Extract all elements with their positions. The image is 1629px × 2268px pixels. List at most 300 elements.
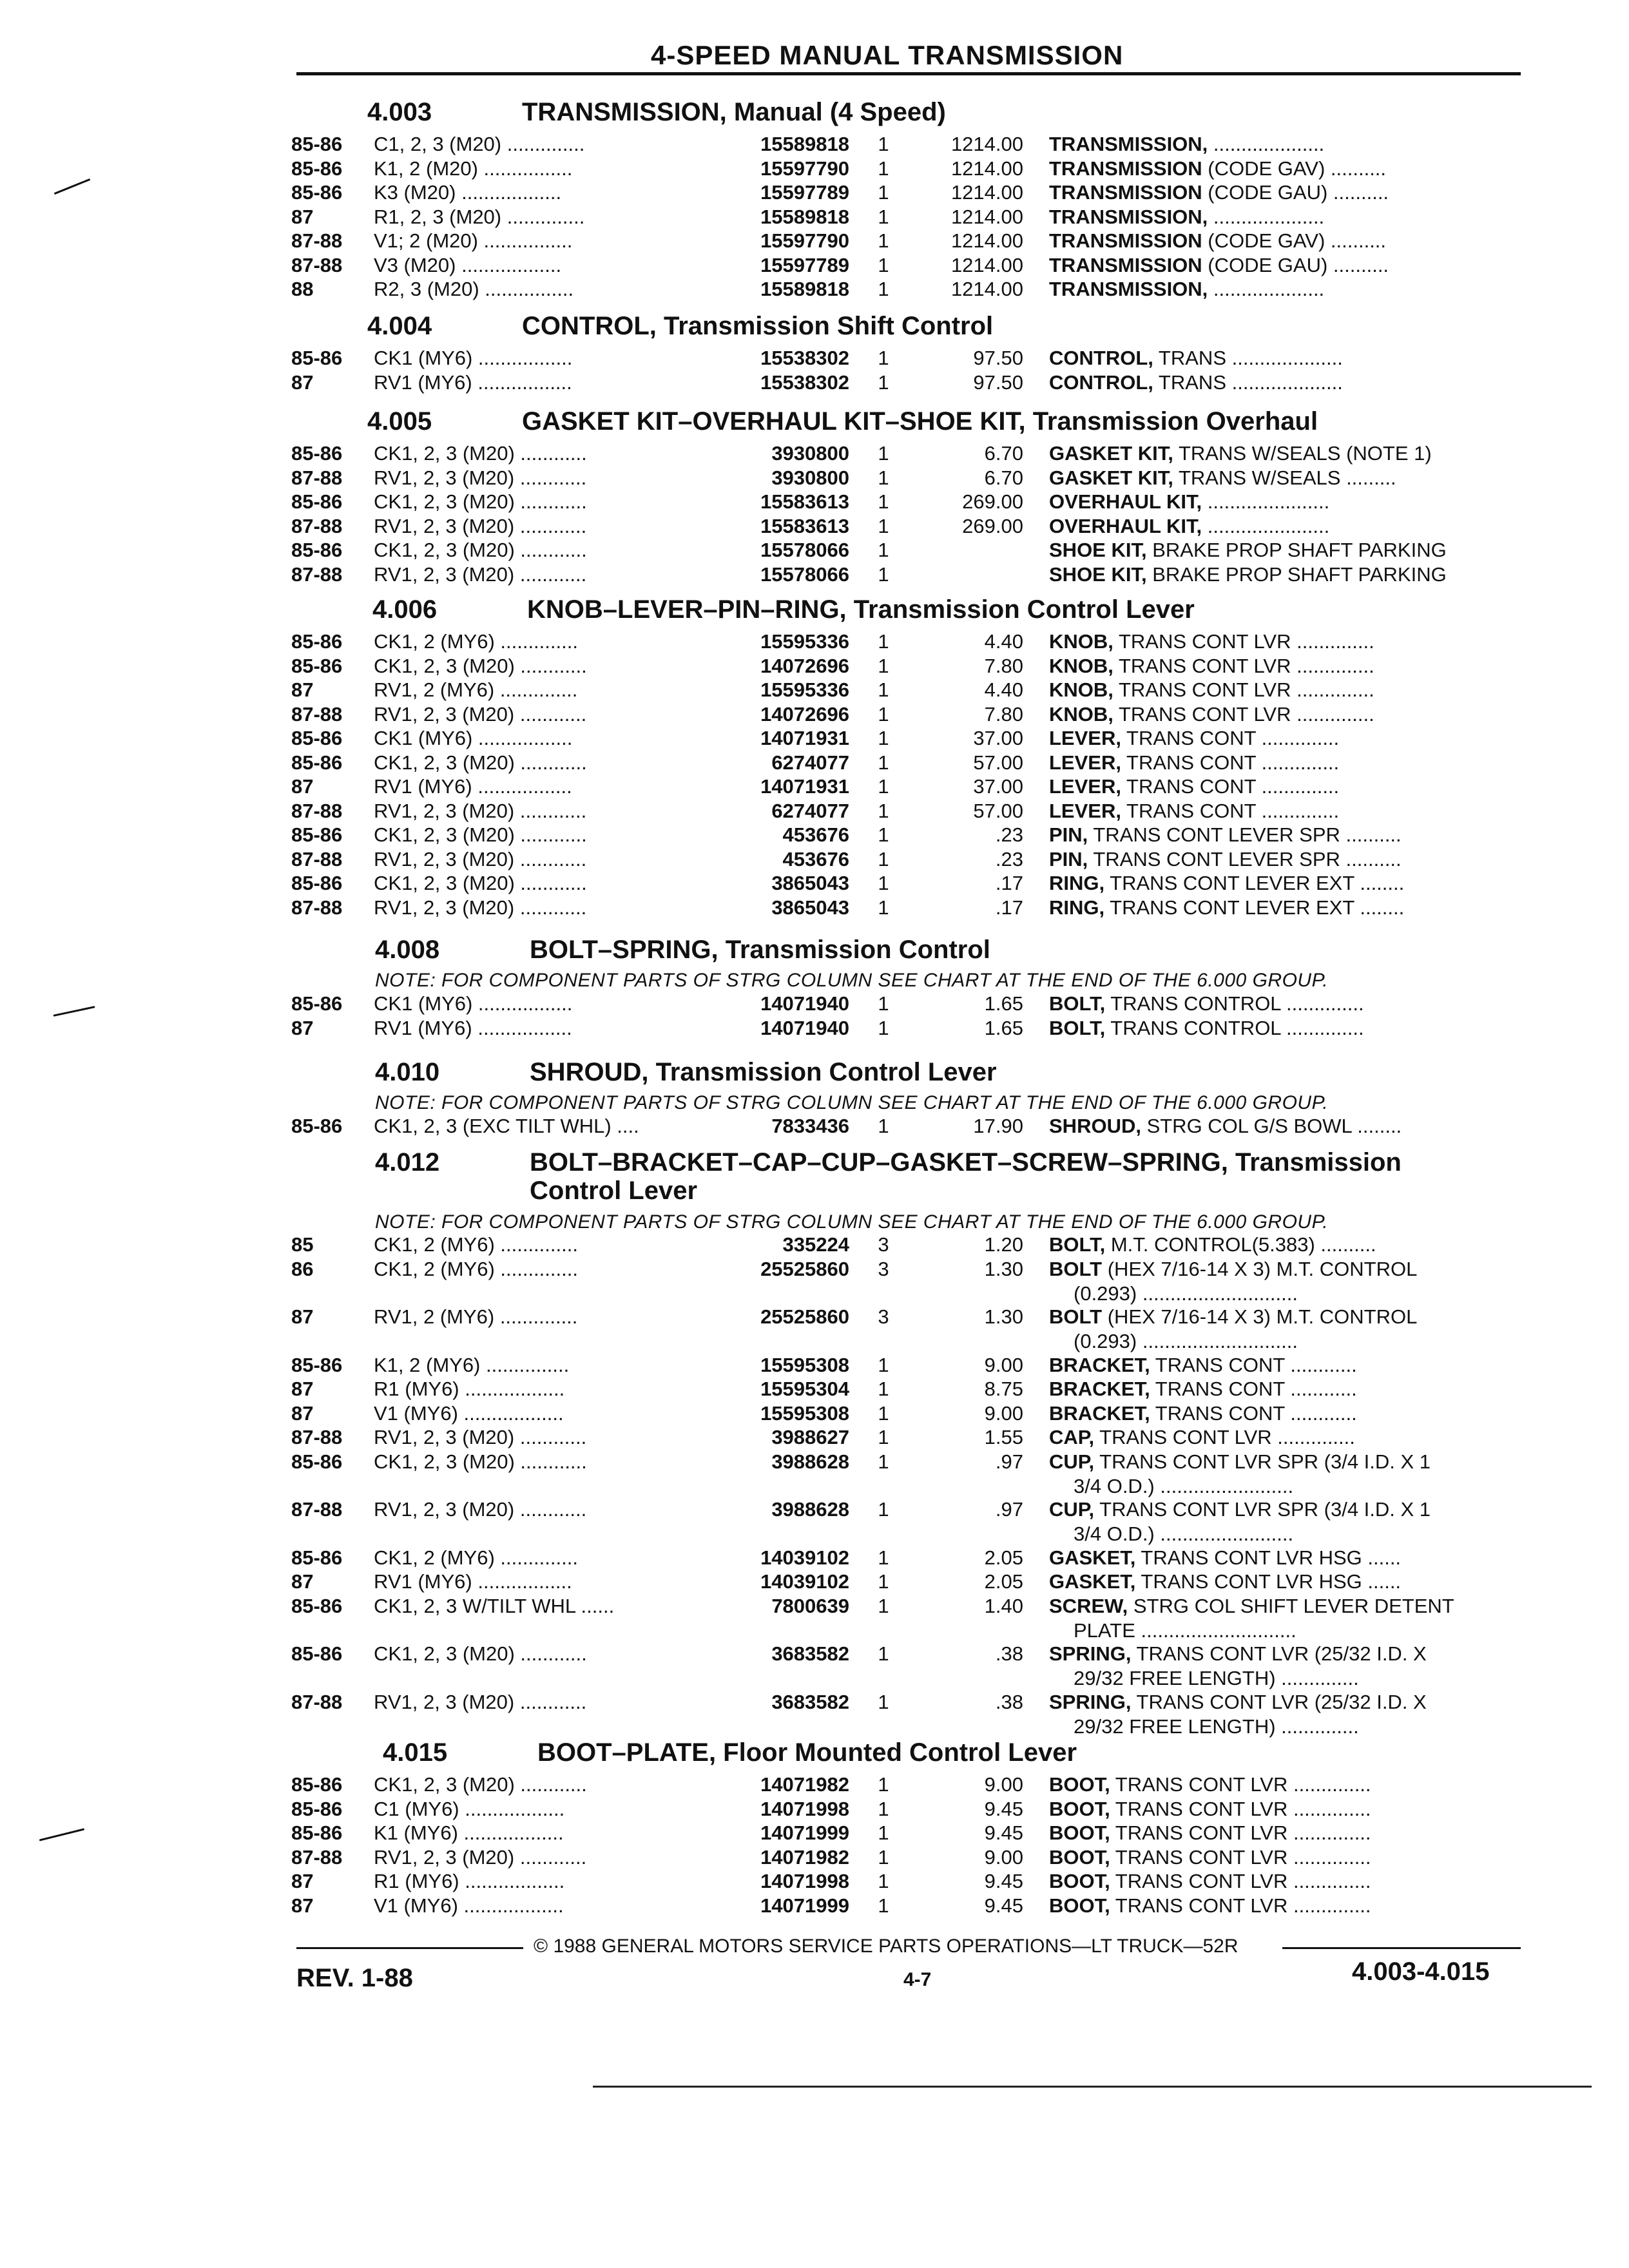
part-description <box>1049 1426 1526 1449</box>
list-price: .17 <box>995 896 1023 919</box>
part-name: GASKET, <box>1049 1570 1136 1593</box>
section-title: BOLT–BRACKET–CAP–CUP–GASKET–SCREW–SPRING, Transmission <box>530 1148 1402 1177</box>
part-description <box>1049 1115 1526 1138</box>
part-detail: TRANS CONT LVR SPR (3/4 I.D. X 1 <box>1094 1450 1431 1473</box>
list-price: .97 <box>995 1498 1023 1521</box>
part-description <box>1049 1498 1526 1521</box>
model-application: CK1, 2, 3 W/TILT WHL ...... <box>374 1594 615 1617</box>
model-year: 87-88 <box>291 702 343 726</box>
footer-rule-left <box>296 1947 523 1949</box>
part-number: 15583613 <box>760 490 849 513</box>
part-description <box>1049 466 1526 490</box>
list-price: 1214.00 <box>950 278 1023 300</box>
part-description <box>1049 157 1526 180</box>
quantity: 1 <box>878 1821 889 1844</box>
quantity: 1 <box>878 205 889 228</box>
part-description <box>1049 655 1526 678</box>
list-price: 1214.00 <box>950 181 1023 204</box>
part-description <box>1049 1894 1526 1917</box>
part-name: SPRING, <box>1049 1642 1132 1665</box>
part-name: TRANSMISSION <box>1049 229 1202 252</box>
model-application: RV1, 2, 3 (M20) ............ <box>374 1498 587 1521</box>
part-name: BOOT, <box>1049 1870 1110 1892</box>
parts-row <box>0 1594 1629 1642</box>
model-year: 87 <box>291 1870 314 1892</box>
part-detail: (CODE GAU) .......... <box>1202 253 1389 276</box>
quantity: 1 <box>878 1773 889 1796</box>
model-year: 85-86 <box>291 1594 343 1617</box>
part-name: OVERHAUL KIT, <box>1049 490 1202 513</box>
part-name: GASKET KIT, <box>1049 442 1173 465</box>
part-name: LEVER, <box>1049 727 1121 749</box>
model-year: 85-86 <box>291 133 343 155</box>
part-number: 14071982 <box>760 1845 849 1869</box>
footer-section-range: 4.003-4.015 <box>1352 1957 1490 1986</box>
part-name: TRANSMISSION <box>1049 253 1202 276</box>
parts-row <box>0 1798 1629 1822</box>
part-description <box>1049 490 1526 514</box>
model-application: CK1, 2, 3 (M20) ............ <box>374 654 587 677</box>
parts-row <box>0 442 1629 466</box>
list-price: 6.70 <box>984 466 1023 489</box>
part-number: 453676 <box>782 823 849 846</box>
part-description-continued: 3/4 O.D.) ........................ <box>1074 1523 1294 1545</box>
section-number: 4.003 <box>367 98 432 126</box>
part-number: 15597789 <box>760 253 849 276</box>
parts-row <box>0 229 1629 254</box>
parts-row <box>0 1546 1629 1571</box>
part-name: CAP, <box>1049 1426 1095 1448</box>
model-application: V1 (MY6) .................. <box>374 1401 564 1425</box>
quantity: 1 <box>878 466 889 489</box>
list-price: 7.80 <box>984 702 1023 726</box>
quantity: 1 <box>878 539 889 561</box>
model-application: K1, 2 (MY6) ............... <box>374 1353 570 1376</box>
part-name: CONTROL, <box>1049 347 1153 369</box>
part-detail: TRANS CONT LVR .............. <box>1113 654 1374 677</box>
parts-row <box>0 1450 1629 1497</box>
parts-row <box>0 206 1629 230</box>
section-title: SHROUD, Transmission Control Lever <box>530 1058 997 1086</box>
part-number: 14071931 <box>760 775 849 798</box>
model-application: CK1, 2, 3 (M20) ............ <box>374 1450 587 1473</box>
parts-row <box>0 1233 1629 1258</box>
model-year: 87-88 <box>291 799 343 822</box>
part-description <box>1049 800 1526 823</box>
part-name: CONTROL, <box>1049 370 1153 394</box>
model-application: CK1 (MY6) ................. <box>374 347 573 369</box>
parts-row <box>0 800 1629 824</box>
list-price: 1214.00 <box>950 229 1023 252</box>
part-detail: TRANS CONT LVR .............. <box>1094 1426 1355 1448</box>
part-name: BRACKET, <box>1049 1378 1150 1400</box>
part-description <box>1049 229 1526 253</box>
part-description <box>1049 703 1526 726</box>
quantity: 1 <box>878 370 889 394</box>
list-price: 97.50 <box>973 370 1023 394</box>
part-detail: ...................... <box>1202 490 1330 513</box>
part-description <box>1049 630 1526 653</box>
list-price: 37.00 <box>973 775 1023 798</box>
part-description <box>1049 371 1526 394</box>
part-name: BRACKET, <box>1049 1401 1150 1425</box>
list-price: 1214.00 <box>950 205 1023 228</box>
part-description <box>1049 1595 1526 1618</box>
part-name: BRACKET, <box>1049 1353 1150 1376</box>
part-name: TRANSMISSION, <box>1049 278 1208 300</box>
quantity: 1 <box>878 1353 889 1376</box>
quantity: 1 <box>878 514 889 537</box>
quantity: 1 <box>878 630 889 653</box>
quantity: 1 <box>878 1642 889 1665</box>
model-year: 87-88 <box>291 1426 343 1448</box>
list-price: 1214.00 <box>950 133 1023 155</box>
list-price: 17.90 <box>973 1115 1023 1137</box>
part-number: 15578066 <box>760 539 849 561</box>
model-year: 87-88 <box>291 1498 343 1521</box>
list-price: 8.75 <box>984 1378 1023 1400</box>
model-year: 86 <box>291 1257 314 1280</box>
part-number: 6274077 <box>771 751 849 774</box>
quantity: 1 <box>878 490 889 513</box>
part-description <box>1049 1570 1526 1593</box>
model-year: 87 <box>291 205 314 228</box>
parts-row <box>0 1378 1629 1402</box>
list-price: 4.40 <box>984 630 1023 653</box>
part-detail: TRANS CONT LVR .............. <box>1110 1797 1371 1820</box>
model-application: V1; 2 (M20) ................ <box>374 229 573 252</box>
part-description-continued: 3/4 O.D.) ........................ <box>1074 1474 1294 1497</box>
part-number: 14071982 <box>760 1773 849 1796</box>
model-year: 87 <box>291 1894 314 1917</box>
part-detail: (CODE GAU) .......... <box>1202 181 1389 204</box>
quantity: 1 <box>878 1870 889 1892</box>
part-number: 15597790 <box>760 229 849 252</box>
part-name: LEVER, <box>1049 751 1121 774</box>
part-detail: TRANS W/SEALS (NOTE 1) <box>1173 442 1432 465</box>
section-title: TRANSMISSION, Manual (4 Speed) <box>522 98 946 126</box>
part-name: PIN, <box>1049 847 1088 870</box>
model-year: 85-86 <box>291 654 343 677</box>
part-description <box>1049 1870 1526 1893</box>
part-detail: (HEX 7/16-14 X 3) M.T. CONTROL <box>1102 1257 1418 1280</box>
part-description <box>1049 1642 1526 1666</box>
part-number: 3930800 <box>771 466 849 489</box>
part-number: 14039102 <box>760 1570 849 1593</box>
part-number: 3930800 <box>771 442 849 465</box>
model-application: RV1 (MY6) ................. <box>374 1570 572 1593</box>
parts-row <box>0 1498 1629 1545</box>
part-name: BOOT, <box>1049 1894 1110 1917</box>
parts-row <box>0 181 1629 206</box>
quantity: 1 <box>878 229 889 252</box>
quantity: 1 <box>878 751 889 774</box>
parts-row <box>0 1115 1629 1139</box>
list-price: 9.45 <box>984 1894 1023 1917</box>
part-detail: TRANS CONT LVR .............. <box>1113 630 1374 653</box>
part-name: LEVER, <box>1049 799 1121 822</box>
footer-revision: REV. 1-88 <box>296 1964 413 1992</box>
section-title: BOLT–SPRING, Transmission Control <box>530 936 990 964</box>
model-year: 85-86 <box>291 1353 343 1376</box>
quantity: 3 <box>878 1257 889 1280</box>
model-year: 85-86 <box>291 1642 343 1665</box>
part-number: 15538302 <box>760 370 849 394</box>
parts-row <box>0 630 1629 655</box>
part-name: SHOE KIT, <box>1049 539 1147 561</box>
model-application: CK1, 2, 3 (M20) ............ <box>374 442 587 465</box>
model-application: R2, 3 (M20) ................ <box>374 278 574 300</box>
parts-row <box>0 157 1629 182</box>
parts-row <box>0 1426 1629 1450</box>
list-price: 269.00 <box>962 490 1023 513</box>
list-price: 269.00 <box>962 514 1023 537</box>
parts-row <box>0 371 1629 396</box>
model-application: CK1, 2, 3 (M20) ............ <box>374 1773 587 1796</box>
list-price: 9.45 <box>984 1870 1023 1892</box>
list-price: .38 <box>995 1690 1023 1713</box>
footer-rule-right <box>1282 1947 1521 1949</box>
quantity: 1 <box>878 702 889 726</box>
model-year: 87-88 <box>291 896 343 919</box>
parts-row <box>0 1305 1629 1352</box>
part-description <box>1049 1546 1526 1570</box>
part-detail: .................... <box>1208 133 1325 155</box>
model-year: 85-86 <box>291 751 343 774</box>
part-name: SCREW, <box>1049 1594 1128 1617</box>
part-detail: STRG COL SHIFT LEVER DETENT <box>1128 1594 1454 1617</box>
model-year: 87-88 <box>291 253 343 276</box>
parts-row <box>0 823 1629 848</box>
part-description <box>1049 751 1526 774</box>
model-year: 85-86 <box>291 1773 343 1796</box>
list-price: 9.00 <box>984 1353 1023 1376</box>
part-description <box>1049 515 1526 538</box>
part-description <box>1049 1821 1526 1845</box>
list-price: 9.45 <box>984 1821 1023 1844</box>
part-number: 14071998 <box>760 1797 849 1820</box>
model-application: R1 (MY6) .................. <box>374 1378 565 1400</box>
page-title: 4-SPEED MANUAL TRANSMISSION <box>651 40 1124 70</box>
parts-row <box>0 1894 1629 1919</box>
part-name: BOLT, <box>1049 1016 1106 1039</box>
part-number: 3865043 <box>771 896 849 919</box>
section-number: 4.006 <box>372 595 438 624</box>
list-price: 1.30 <box>984 1305 1023 1328</box>
quantity: 1 <box>878 1450 889 1473</box>
part-number: 15595304 <box>760 1378 849 1400</box>
part-detail: TRANS CONT LEVER SPR .......... <box>1088 823 1402 846</box>
part-number: 14071940 <box>760 1016 849 1039</box>
model-application: RV1, 2, 3 (M20) ............ <box>374 1426 587 1448</box>
section-title: CONTROL, Transmission Shift Control <box>522 312 994 340</box>
model-year: 87 <box>291 1401 314 1425</box>
model-year: 85-86 <box>291 872 343 894</box>
part-name: BOLT, <box>1049 992 1106 1015</box>
part-number: 15538302 <box>760 347 849 369</box>
part-name: BOOT, <box>1049 1821 1110 1844</box>
part-detail: TRANS CONTROL .............. <box>1105 992 1364 1015</box>
model-year: 85-86 <box>291 539 343 561</box>
list-price: 1.65 <box>984 992 1023 1015</box>
part-number: 453676 <box>782 847 849 870</box>
part-name: TRANSMISSION <box>1049 181 1202 204</box>
footer-page-number: 4-7 <box>903 1969 932 1990</box>
part-detail: TRANS CONT ............ <box>1150 1378 1357 1400</box>
part-description <box>1049 727 1526 750</box>
parts-row <box>0 254 1629 278</box>
model-year: 85-86 <box>291 823 343 846</box>
part-number: 3988627 <box>771 1426 849 1448</box>
list-price: 7.80 <box>984 654 1023 677</box>
section-number: 4.008 <box>375 936 440 964</box>
model-year: 85-86 <box>291 1450 343 1473</box>
quantity: 1 <box>878 347 889 369</box>
quantity: 1 <box>878 654 889 677</box>
part-description <box>1049 1798 1526 1821</box>
model-application: RV1, 2, 3 (M20) ............ <box>374 1690 587 1713</box>
model-application: K3 (M20) .................. <box>374 181 562 204</box>
list-price: .38 <box>995 1642 1023 1665</box>
part-description-continued: PLATE ............................ <box>1074 1619 1296 1642</box>
quantity: 1 <box>878 562 889 586</box>
quantity: 1 <box>878 775 889 798</box>
model-application: C1 (MY6) .................. <box>374 1797 565 1820</box>
model-year: 87 <box>291 1016 314 1039</box>
part-detail: (CODE GAV) .......... <box>1202 229 1387 252</box>
parts-row <box>0 466 1629 491</box>
part-name: BOOT, <box>1049 1773 1110 1796</box>
part-number: 14072696 <box>760 654 849 677</box>
list-price: .97 <box>995 1450 1023 1473</box>
model-year: 87 <box>291 775 314 798</box>
header-rule <box>296 72 1521 75</box>
part-name: CUP, <box>1049 1498 1095 1521</box>
model-application: RV1 (MY6) ................. <box>374 370 572 394</box>
part-detail: .................... <box>1208 278 1325 300</box>
part-detail: TRANS CONT .............. <box>1121 727 1340 749</box>
part-description <box>1049 848 1526 871</box>
model-application: RV1, 2 (MY6) .............. <box>374 1305 578 1328</box>
part-description <box>1049 1846 1526 1869</box>
part-number: 15597790 <box>760 157 849 180</box>
part-number: 15595336 <box>760 678 849 701</box>
quantity: 1 <box>878 896 889 919</box>
part-name: SHOE KIT, <box>1049 562 1147 586</box>
part-description <box>1049 1773 1526 1796</box>
list-price: 37.00 <box>973 727 1023 749</box>
part-detail: TRANS .................... <box>1153 347 1343 369</box>
quantity: 1 <box>878 1378 889 1400</box>
model-application: RV1, 2, 3 (M20) ............ <box>374 562 587 586</box>
model-application: RV1 (MY6) ................. <box>374 775 572 798</box>
list-price: 1214.00 <box>950 157 1023 180</box>
part-name: PIN, <box>1049 823 1088 846</box>
part-description <box>1049 678 1526 702</box>
parts-row <box>0 1846 1629 1870</box>
quantity: 1 <box>878 872 889 894</box>
quantity: 3 <box>878 1233 889 1256</box>
part-name: BOLT <box>1049 1305 1103 1328</box>
part-name: BOOT, <box>1049 1845 1110 1869</box>
quantity: 1 <box>878 1546 889 1569</box>
list-price: 1214.00 <box>950 253 1023 276</box>
part-name: GASKET KIT, <box>1049 466 1173 489</box>
model-application: CK1, 2, 3 (M20) ............ <box>374 751 587 774</box>
part-detail: (CODE GAV) .......... <box>1202 157 1387 180</box>
quantity: 1 <box>878 1690 889 1713</box>
quantity: 1 <box>878 678 889 701</box>
part-description-continued: (0.293) ............................ <box>1074 1282 1298 1305</box>
quantity: 1 <box>878 1894 889 1917</box>
list-price: 2.05 <box>984 1570 1023 1593</box>
section-number: 4.015 <box>383 1738 448 1767</box>
part-name: SHROUD, <box>1049 1115 1141 1137</box>
list-price: .17 <box>995 872 1023 894</box>
model-application: R1 (MY6) .................. <box>374 1870 565 1892</box>
part-number: 7833436 <box>771 1115 849 1137</box>
part-description-continued: (0.293) ............................ <box>1074 1330 1298 1352</box>
quantity: 1 <box>878 1426 889 1448</box>
model-year: 87-88 <box>291 562 343 586</box>
part-name: BOLT, <box>1049 1233 1106 1256</box>
part-number: 6274077 <box>771 799 849 822</box>
model-application: V3 (M20) .................. <box>374 253 562 276</box>
section-title-continued: Control Lever <box>530 1177 698 1205</box>
part-detail: TRANS CONT LVR .............. <box>1113 678 1374 701</box>
model-year: 85-86 <box>291 181 343 204</box>
part-description <box>1049 539 1526 562</box>
part-number: 15589818 <box>760 205 849 228</box>
parts-row <box>0 848 1629 872</box>
part-number: 15597789 <box>760 181 849 204</box>
list-price: .23 <box>995 847 1023 870</box>
part-number: 25525860 <box>760 1305 849 1328</box>
part-description <box>1049 992 1526 1015</box>
parts-row <box>0 1773 1629 1798</box>
model-year: 87 <box>291 1305 314 1328</box>
model-year: 87 <box>291 370 314 394</box>
part-name: LEVER, <box>1049 775 1121 798</box>
part-description <box>1049 1450 1526 1474</box>
model-year: 85-86 <box>291 490 343 513</box>
model-year: 85-86 <box>291 1797 343 1820</box>
parts-row <box>0 539 1629 563</box>
quantity: 1 <box>878 1570 889 1593</box>
list-price: 9.00 <box>984 1401 1023 1425</box>
part-description <box>1049 347 1526 370</box>
model-application: RV1, 2, 3 (M20) ............ <box>374 799 587 822</box>
quantity: 1 <box>878 442 889 465</box>
model-application: CK1, 2 (MY6) .............. <box>374 630 578 653</box>
part-detail: TRANS CONT LEVER SPR .......... <box>1088 847 1402 870</box>
model-application: CK1 (MY6) ................. <box>374 727 573 749</box>
list-price: 9.00 <box>984 1773 1023 1796</box>
parts-row <box>0 703 1629 727</box>
part-detail: TRANS CONT ............ <box>1150 1401 1357 1425</box>
quantity: 3 <box>878 1305 889 1328</box>
part-number: 7800639 <box>771 1594 849 1617</box>
part-description <box>1049 896 1526 919</box>
part-detail: TRANS CONT LVR .............. <box>1110 1894 1371 1917</box>
list-price: 1.55 <box>984 1426 1023 1448</box>
list-price: 1.65 <box>984 1016 1023 1039</box>
part-detail: TRANS W/SEALS ......... <box>1173 466 1396 489</box>
part-description <box>1049 442 1526 465</box>
section-number: 4.010 <box>375 1058 440 1086</box>
part-number: 14071931 <box>760 727 849 749</box>
part-name: KNOB, <box>1049 630 1113 653</box>
